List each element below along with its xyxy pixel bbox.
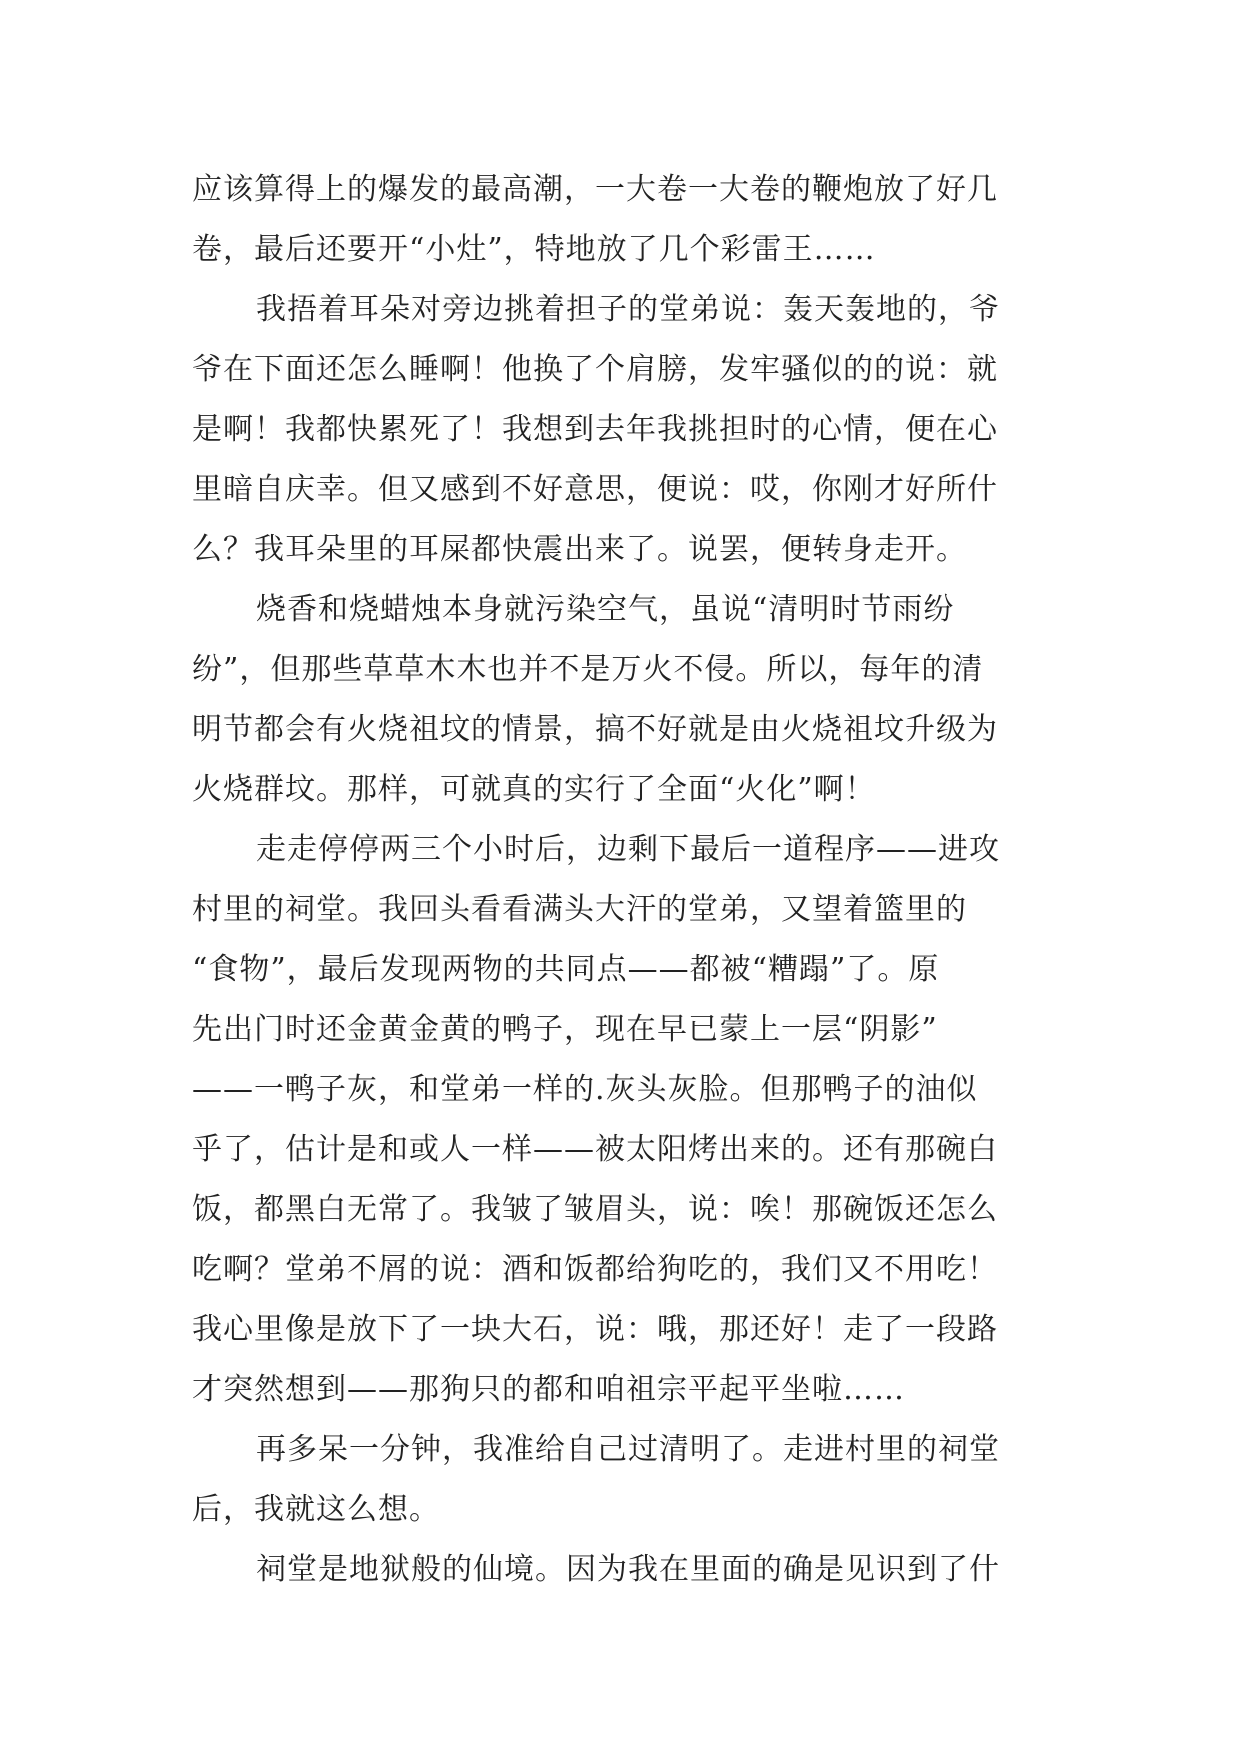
text-line: 后，我就这么想。 — [192, 1492, 440, 1527]
text-line: 再多呆一分钟，我准给自己过清明了。走进村里的祠堂 — [256, 1432, 1000, 1467]
text-line: 是啊！我都快累死了！我想到去年我挑担时的心情，便在心 — [192, 412, 998, 447]
text-line: 爷在下面还怎么睡啊！他换了个肩膀，发牢骚似的的说：就 — [192, 352, 998, 387]
text-line: 火烧群坟。那样，可就真的实行了全面“火化”啊！ — [192, 772, 876, 807]
text-line: 我心里像是放下了一块大石，说：哦，那还好！走了一段路 — [192, 1312, 998, 1347]
text-line: 饭，都黑白无常了。我皱了皱眉头，说：唉！那碗饭还怎么 — [192, 1192, 998, 1227]
text-line: 应该算得上的爆发的最高潮，一大卷一大卷的鞭炮放了好几 — [192, 172, 998, 207]
text-line: 纷”，但那些草草木木也并不是万火不侵。所以，每年的清 — [192, 652, 984, 687]
text-line: 里暗自庆幸。但又感到不好意思，便说：哎，你刚才好所什 — [192, 472, 998, 507]
text-line: 我捂着耳朵对旁边挑着担子的堂弟说：轰天轰地的，爷 — [256, 292, 1000, 327]
text-line: 村里的祠堂。我回头看看满头大汗的堂弟，又望着篮里的 — [192, 892, 967, 927]
text-line: 吃啊？堂弟不屑的说：酒和饭都给狗吃的，我们又不用吃！ — [192, 1252, 998, 1287]
text-line: 先出门时还金黄金黄的鸭子，现在早已蒙上一层“阴影” — [192, 1012, 938, 1047]
text-line: “食物”，最后发现两物的共同点——都被“糟蹋”了。原 — [192, 952, 940, 987]
text-line: 烧香和烧蜡烛本身就污染空气，虽说“清明时节雨纷 — [256, 592, 955, 627]
text-line: 祠堂是地狱般的仙境。因为我在里面的确是见识到了什 — [256, 1552, 1000, 1587]
text-line: 卷，最后还要开“小灶”，特地放了几个彩雷王…… — [192, 232, 876, 267]
body-text — [192, 160, 1060, 1600]
text-line: 走走停停两三个小时后，边剩下最后一道程序——进攻 — [256, 832, 1000, 867]
text-line: 才突然想到——那狗只的都和咱祖宗平起平坐啦…… — [192, 1372, 905, 1407]
text-line: 么？我耳朵里的耳屎都快震出来了。说罢，便转身走开。 — [192, 532, 967, 567]
text-line: 明节都会有火烧祖坟的情景，搞不好就是由火烧祖坟升级为 — [192, 712, 998, 747]
text-line: ——一鸭子灰，和堂弟一样的.灰头灰脸。但那鸭子的油似 — [192, 1072, 978, 1107]
text-line: 乎了，估计是和或人一样——被太阳烤出来的。还有那碗白 — [192, 1132, 998, 1167]
